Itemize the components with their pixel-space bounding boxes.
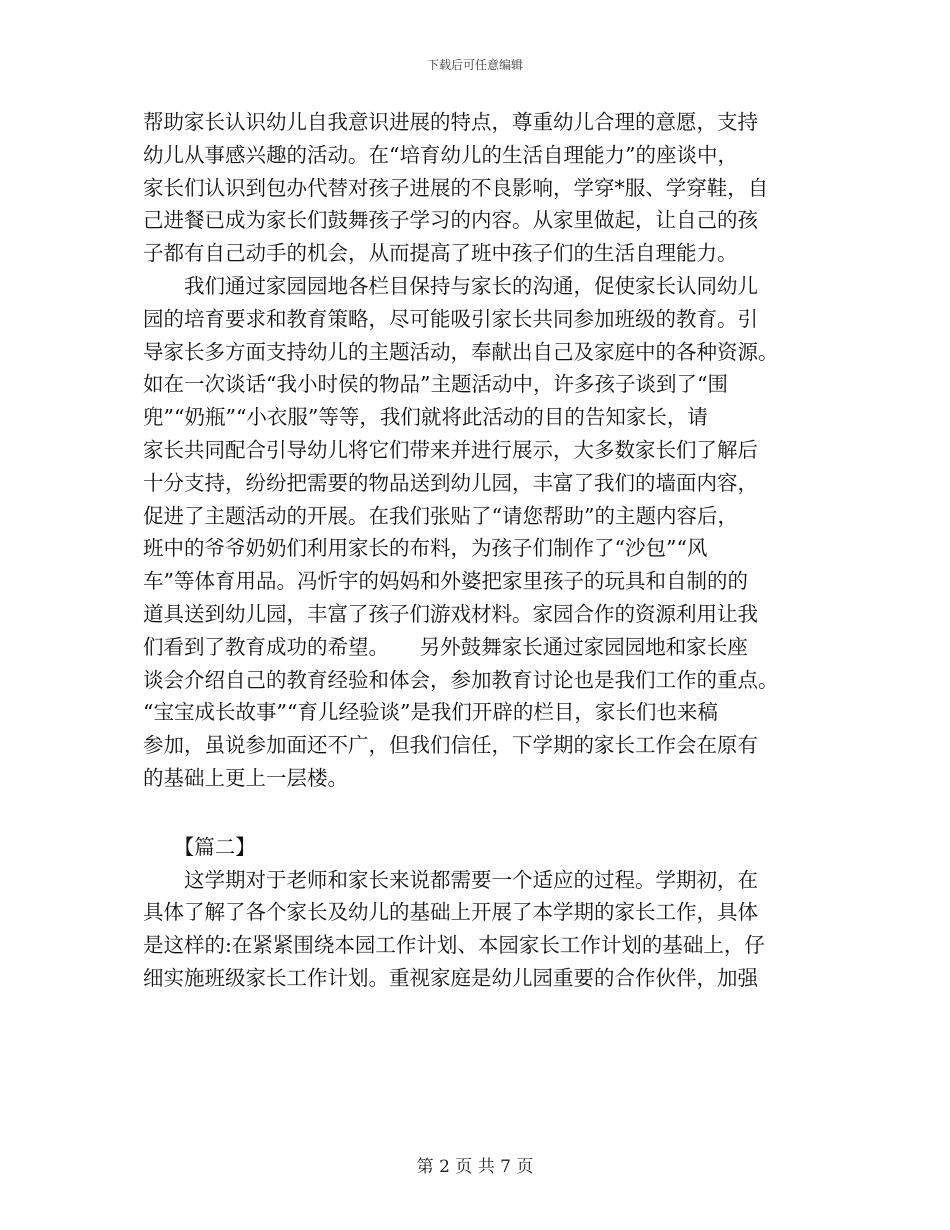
text-line: 家长们认识到包办代替对孩子进展的不良影响，学穿*服、学穿鞋，自: [143, 175, 769, 200]
text-line: 具体了解了各个家长及幼儿的基础上开展了本学期的家长工作，具体: [143, 900, 758, 925]
text-line: 我们通过家园园地各栏目保持与家长的沟通，促使家长认同幼儿: [143, 273, 758, 298]
page-number: 第 2 页 共 7 页: [416, 1157, 534, 1177]
text-line: 班中的爷爷奶奶们利用家长的布料，为孩子们制作了“沙包”“风: [143, 536, 708, 561]
text-line: 参加，虽说参加面还不广，但我们信任，下学期的家长工作会在原有: [143, 733, 758, 758]
text-line: 车”等体育用品。冯忻宇的妈妈和外婆把家里孩子的玩具和自制的的: [143, 569, 748, 594]
text-line: “宝宝成长故事”“育儿经验谈”是我们开辟的栏目，家长们也来稿: [143, 700, 718, 725]
paragraph-gap: [143, 795, 823, 831]
text-line: 如在一次谈话“我小时侯的物品”主题活动中，许多孩子谈到了“围: [143, 372, 728, 397]
text-line: 道具送到幼儿园，丰富了孩子们游戏材料。家园合作的资源利用让我: [143, 601, 758, 626]
text-line: 园的培育要求和教育策略，尽可能吸引家长共同参加班级的教育。引: [143, 306, 758, 331]
text-line: 帮助家长认识幼儿自我意识进展的特点，尊重幼儿合理的意愿，支持: [143, 110, 758, 134]
page-header-note: 下载后可任意编辑: [426, 58, 523, 72]
text-line: 是这样的:在紧紧围绕本园工作计划、本园家长工作计划的基础上，仔: [143, 933, 765, 958]
text-line: 的基础上更上一层楼。: [143, 765, 348, 790]
text-line: 己进餐已成为家长们鼓舞孩子学习的内容。从家里做起，让自己的孩: [143, 208, 758, 233]
text-line: 们看到了教育成功的希望。 另外鼓舞家长通过家园园地和家长座: [143, 634, 748, 659]
text-line: 幼儿从事感兴趣的活动。在“培育幼儿的生活自理能力”的座谈中，: [143, 142, 738, 167]
text-line: 家长共同配合引导幼儿将它们带来并进行展示，大多数家长们了解后: [143, 437, 758, 462]
section-title: 【篇二】: [143, 834, 256, 859]
text-line: 十分支持，纷纷把需要的物品送到幼儿园，丰富了我们的墙面内容，: [143, 470, 758, 495]
text-line: 细实施班级家长工作计划。重视家庭是幼儿园重要的合作伙伴，加强: [143, 965, 758, 990]
document-body: [143, 106, 823, 995]
text-line: 促进了主题活动的开展。在我们张贴了“请您帮助”的主题内容后，: [143, 503, 738, 528]
text-line: 导家长多方面支持幼儿的主题活动，奉献出自己及家庭中的各种资源。: [143, 339, 779, 364]
text-line: 谈会介绍自己的教育经验和体会，参加教育讨论也是我们工作的重点。: [143, 667, 779, 692]
text-line: 子都有自己动手的机会，从而提高了班中孩子们的生活自理能力。: [143, 241, 738, 266]
text-line: 兜”“奶瓶”“小衣服”等等，我们就将此活动的目的告知家长，请: [143, 405, 708, 430]
text-line: 这学期对于老师和家长来说都需要一个适应的过程。学期初，在: [143, 867, 758, 892]
